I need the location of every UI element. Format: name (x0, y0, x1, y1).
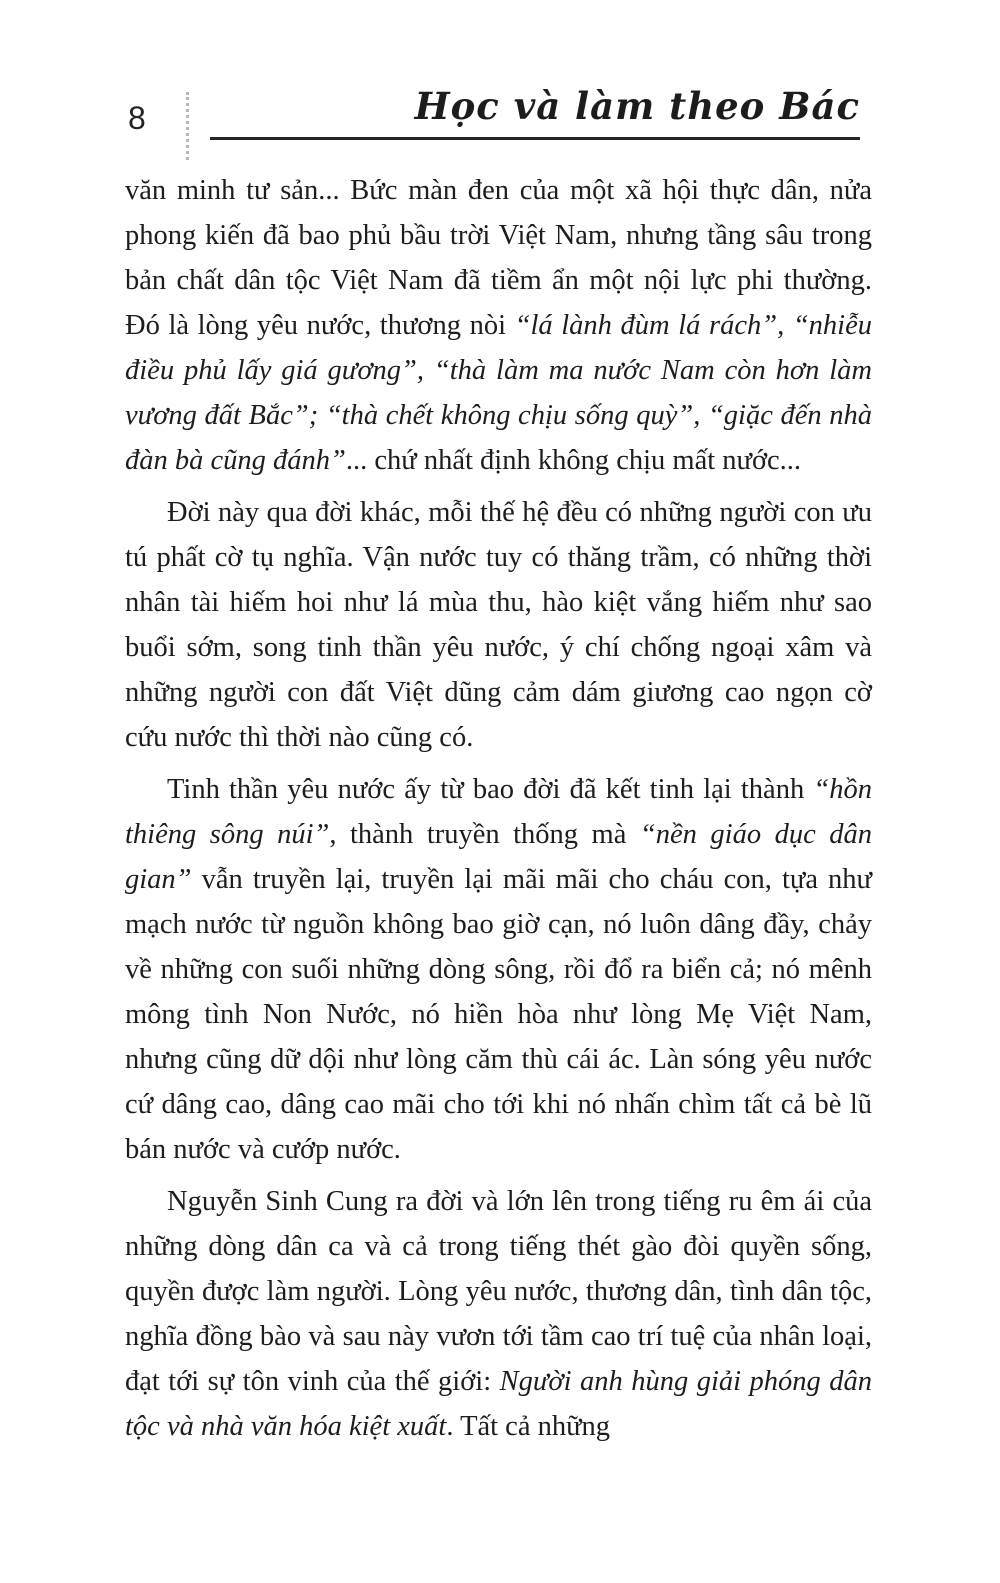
paragraph: Tinh thần yêu nước ấy từ bao đời đã kết tinh lại thành “hồn thiêng sông núi”, thành truyền thống mà “nền giáo dục dân gian” vẫn truyền lại, truyền lại mãi mãi cho cháu con, tựa như mạch nước từ nguồn không bao giờ cạn, nó luôn dâng đầy, chảy về những con suối những dòng sông, rồi đổ ra biển cả; nó mênh mông tình Non Nước, nó hiền hòa như lòng Mẹ Việt Nam, nhưng cũng dữ dội như lòng căm thù cái ác. Làn sóng yêu nước cứ dâng cao, dâng cao mãi cho tới khi nó nhấn chìm tất cả bè lũ bán nước và cướp nước. (125, 774, 872, 1165)
paragraph: Nguyễn Sinh Cung ra đời và lớn lên trong tiếng ru êm ái của những dòng dân ca và cả trong tiếng thét gào đòi quyền sống, quyền được làm người. Lòng yêu nước, thương dân, tình dân tộc, nghĩa đồng bào và sau này vươn tới tầm cao trí tuệ của nhân loại, đạt tới sự tôn vinh của thế giới: Người anh hùng giải phóng dân tộc và nhà văn hóa kiệt xuất. Tất cả những (125, 1186, 872, 1442)
page-body (125, 168, 872, 1456)
header-rule (210, 137, 860, 140)
paragraph: Đời này qua đời khác, mỗi thế hệ đều có những người con ưu tú phất cờ tụ nghĩa. Vận nước tuy có thăng trầm, có những thời nhân tài hiếm hoi như lá mùa thu, hào kiệt vắng hiếm như sao buổi sớm, song tinh thần yêu nước, ý chí chống ngoại xâm và những người con đất Việt dũng cảm dám giương cao ngọn cờ cứu nước thì thời nào cũng có. (125, 497, 872, 753)
running-title: Học và làm theo Bác (414, 84, 860, 128)
page-number: 8 (128, 100, 146, 136)
paragraph: văn minh tư sản... Bức màn đen của một xã hội thực dân, nửa phong kiến đã bao phủ bầu trời Việt Nam, nhưng tầng sâu trong bản chất dân tộc Việt Nam đã tiềm ẩn một nội lực phi thường. Đó là lòng yêu nước, thương nòi “lá lành đùm lá rách”, “nhiễu điều phủ lấy giá gương”, “thà làm ma nước Nam còn hơn làm vương đất Bắc”; “thà chết không chịu sống quỳ”, “giặc đến nhà đàn bà cũng đánh”... chứ nhất định không chịu mất nước... (125, 175, 872, 476)
vertical-dotted-divider-icon (186, 92, 189, 160)
